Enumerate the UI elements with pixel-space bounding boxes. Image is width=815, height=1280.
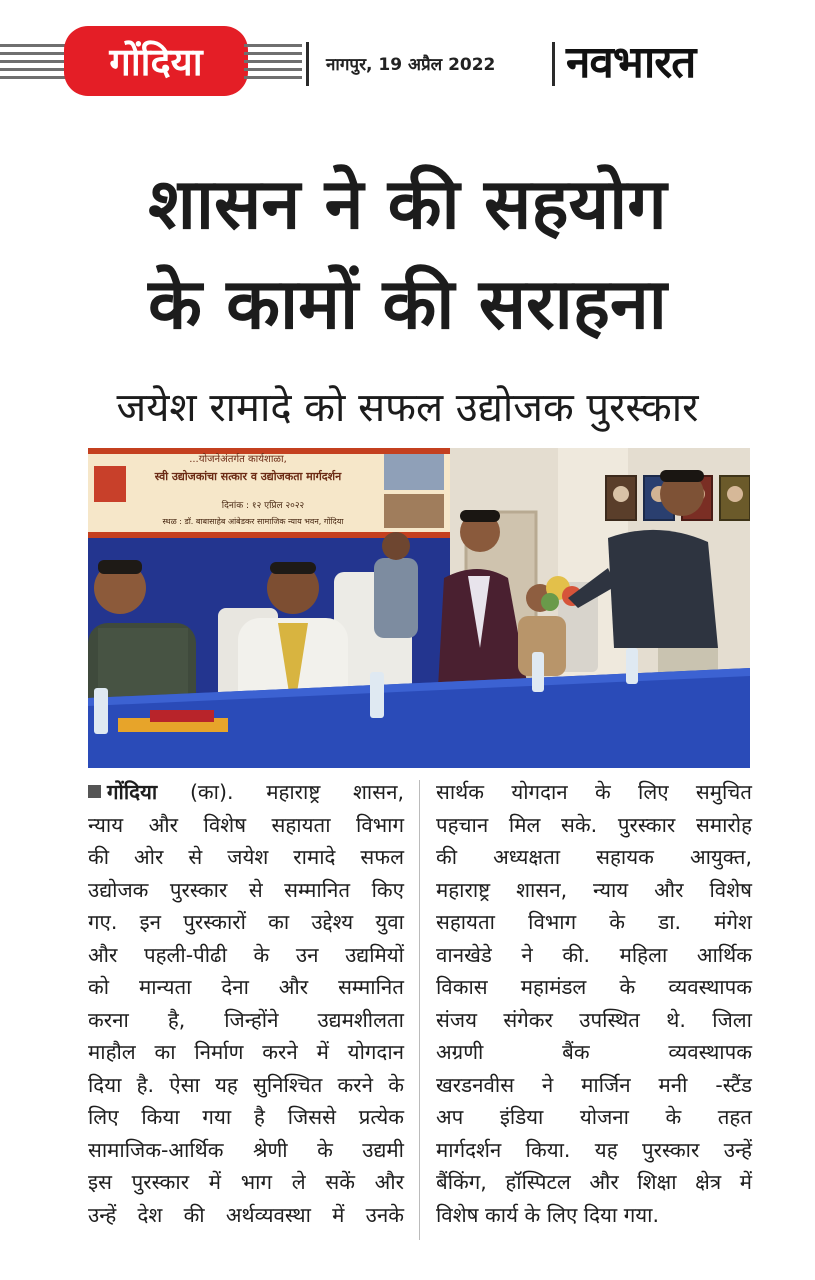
article-line: दिया है. ऐसा यह सुनिश्चित करने के (88, 1072, 404, 1097)
photo-illustration (88, 448, 750, 768)
newspaper-name: नवभारत (566, 37, 696, 88)
article-line: लिए किया गया है जिससे प्रत्येक (88, 1105, 404, 1129)
notebook (150, 710, 214, 722)
article-line: खरडनवीस ने मार्जिन मनी -स्टैंड (436, 1072, 752, 1097)
banner-line-2: स्वी उद्योजकांचा सत्कार व उद्योजकता मार्गदर्शन (154, 470, 342, 483)
article-line: विशेष कार्य के लिए दिया गया. (436, 1202, 659, 1227)
event-banner (88, 448, 450, 538)
masthead-divider (306, 42, 309, 86)
article-line: की ओर से जयेश रामादे सफल (88, 845, 404, 869)
article-line: की अध्यक्षता सहायक आयुक्त, (436, 845, 752, 869)
article-agency: (का). (189, 780, 234, 804)
headline-line-1: शासन ने की सहयोग (148, 163, 667, 245)
article-line: अप इंडिया योजना के तहत (436, 1105, 752, 1129)
column-rule (419, 780, 420, 1240)
article-line: और पहली-पीढी के उन उद्यमियों (88, 942, 404, 967)
article-line: सामाजिक-आर्थिक श्रेणी के उद्यमी (88, 1137, 404, 1162)
article-dateline: गोंदिया (107, 780, 158, 804)
publication-date: नागपुर, 19 अप्रैल 2022 (326, 55, 496, 75)
article-line: सहायता विभाग के डा. मंगेश (436, 910, 752, 934)
section-name: गोंदिया (109, 40, 203, 84)
banner-venue: स्थळ : डॉ. बाबासाहेब आंबेडकर सामाजिक न्याय भवन, गोंदिया (162, 517, 344, 526)
article-line: करना है, जिन्होंने उद्यमशीलता (88, 1007, 404, 1032)
article-line: महाराष्ट्र शासन, (266, 780, 404, 804)
masthead-stripes-right (244, 44, 302, 86)
subheadline: जयेश रामादे को सफल उद्योजक पुरस्कार (116, 385, 699, 431)
article-line: अग्रणी बैंक व्यवस्थापक (436, 1040, 752, 1064)
article-line: को मान्यता देना और सम्मानित (88, 975, 404, 999)
section-badge (64, 26, 248, 96)
article-line: गए. इन पुरस्कारों का उद्देश्य युवा (88, 910, 404, 934)
dateline-marker (88, 785, 101, 798)
article-line: उद्योजक पुरस्कार से सम्मानित किए (88, 877, 404, 902)
article-line: बैंकिंग, हॉस्पिटल और शिक्षा क्षेत्र में (436, 1170, 752, 1194)
news-photo (88, 448, 750, 768)
article-line: विकास महामंडल के व्यवस्थापक (436, 975, 752, 999)
banner-line-1: ...योजनेअंतर्गत कार्यशाळा, (189, 454, 287, 465)
banner-date: दिनांक : १२ एप्रिल २०२२ (221, 501, 305, 511)
article-column-1 (88, 776, 404, 1231)
article-column-2 (436, 776, 752, 1231)
article-line: माहौल का निर्माण करने में योगदान (88, 1040, 404, 1064)
article-line: वानखेडे ने की. महिला आर्थिक (436, 942, 752, 967)
masthead-divider (552, 42, 555, 86)
article-line: महाराष्ट्र शासन, न्याय और विशेष (436, 877, 752, 902)
article-line: न्याय और विशेष सहायता विभाग (88, 812, 404, 837)
article-line: उन्हें देश की अर्थव्यवस्था में उनके (88, 1202, 404, 1227)
article-line: इस पुरस्कार में भाग ले सकें और (88, 1170, 404, 1194)
article-line: पहचान मिल सके. पुरस्कार समारोह (436, 812, 752, 837)
masthead-stripes-left (0, 44, 72, 86)
article-line: मार्गदर्शन किया. यह पुरस्कार उन्हें (436, 1137, 752, 1162)
article-line: संजय संगेकर उपस्थित थे. जिला (436, 1007, 752, 1032)
article-line: सार्थक योगदान के लिए समुचित (436, 780, 752, 804)
headline-line-2: के कामों की सराहना (148, 263, 667, 345)
